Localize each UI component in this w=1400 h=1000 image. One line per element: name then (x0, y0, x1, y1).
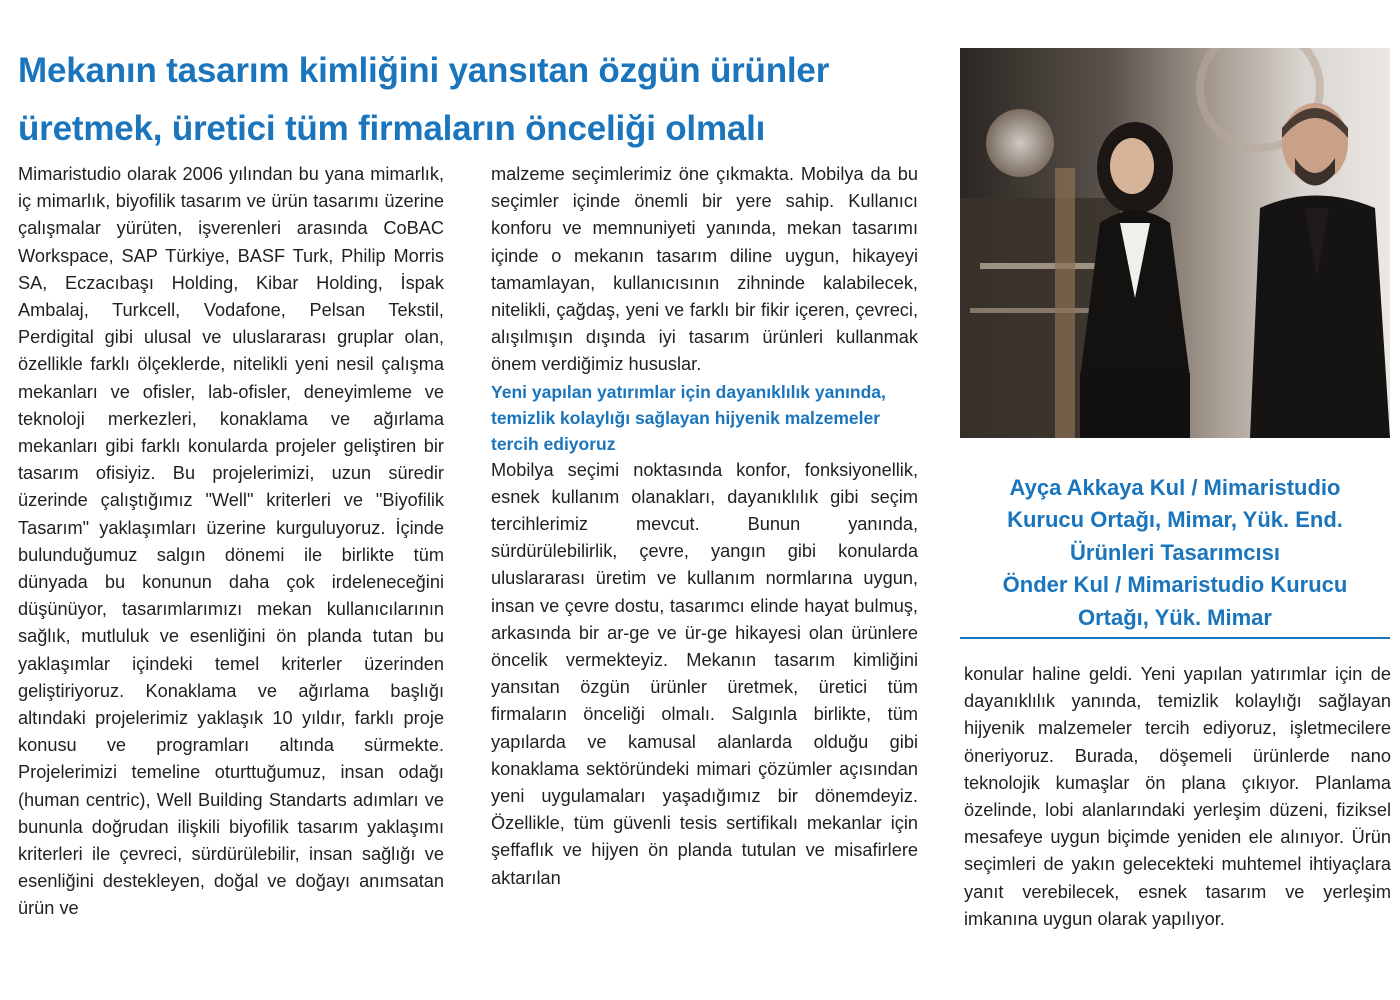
portrait-photo (960, 48, 1390, 438)
column-2-paragraph-2: Mobilya seçimi noktasında konfor, fonksiyonellik, esnek kullanım olanakları, dayanıklılık gibi seçim tercihlerimiz mevcut. Bunun yanında, sürdürülebilirlik, çevre, yangın gibi konularda uluslararası üretim ve kullanım normlarına uygun, insan ve çevre dostu, tasarımcı elinde hayat bulmuş, arkasında bir ar-ge ve ür-ge hikayesi olan ürünlere öncelik vermekteyiz. Mekanın tasarım kimliğini yansıtan özgün ürünler üretmek, üretici tüm firmaların önceliği olmalı. Salgınla birlikte, tüm yapılarda ve kamusal alanlarda olduğu gibi konaklama sektöründeki mimari çözümler açısından yeni uygulamaları yaşadığımız bir dönemdeyiz. Özellikle, tüm güvenli tesis sertifikalı mekanlar için şeffaflık ve hijyen ön planda tutulan ve misafirlere aktarılan (491, 459, 918, 888)
caption-line-1: Ayça Akkaya Kul / Mimaristudio (1009, 475, 1341, 500)
article-column-2 (491, 161, 918, 892)
headline-line-1: Mekanın tasarım kimliğini yansıtan özgün ürünler (18, 51, 830, 90)
caption-line-4: Önder Kul / Mimaristudio Kurucu (1002, 572, 1348, 598)
article-column-1 (18, 161, 444, 923)
caption-divider (960, 637, 1390, 639)
caption-line-2: Kurucu Ortağı, Mimar, Yük. End. (1007, 507, 1343, 533)
column-1-paragraph: Mimaristudio olarak 2006 yılından bu yana mimarlık, iç mimarlık, biyofilik tasarım ve ürün tasarımı üzerine çalışmalar yürüten, işverenleri arasında CoBAC Workspace, SAP Türkiye, BASF Turk, Philip Morris SA, Eczacıbaşı Holding, Kibar Holding, İspak Ambalaj, Turkcell, Vodafone, Pelsan Tekstil, Perdigital gibi ulusal ve uluslararası gruplar olan, özellikle farklı ölçeklerde, nitelikli yeni nesil çalışma mekanları ve ofisler, lab-ofisler, deneyimleme ve teknoloji merkezleri, konaklama ve ağırlama mekanları gibi farklı konularda projeler geliştiren bir tasarım ofisiyiz. Bu projelerimizi, uzun süredir üzerinde çalıştığımız "Well" kriterleri ve "Biyofilik Tasarım" yaklaşımları üzerine kurguluyoruz. İçinde bulunduğumuz salgın dönemi ile birlikte tüm dünyada bu konunun daha çok irdeleneceğini düşünüyor, tasarımlarımızı mekan kullanıcılarının sağlık, mutluluk ve esenliğini ön planda tutan bu yaklaşımlar içindeki temel kriterler üzerinden geliştiriyoruz. Konaklama ve ağırlama başlığı altındaki projelerimiz yaklaşık 10 yıldır, farklı proje konusu ve programları altında sürmekte. Projelerimizi temeline oturttuğumuz, insan odağı (human centric), Well Building Standarts adımları ve bununla doğrudan ilişkili biyofilik tasarım yaklaşımı kriterleri ile çevreci, sürdürülebilir, insan sağlığı ve esenliğini destekleyen, doğal ve doğayı anımsatan ürün ve (18, 164, 444, 919)
column-2-paragraph-1: malzeme seçimlerimiz öne çıkmakta. Mobilya da bu seçimler içinde önemli bir yere sahip. Kullanıcı konforu ve memnuniyeti yanında, mekan tasarımı içinde o mekanın tasarım diline uygun, hikayeyi tamamlayan, kullanıcısının zihninde kalabilecek, nitelikli, çağdaş, yeni ve farklı bir fikir içeren, çevreci, alışılmışın dışında iyi tasarım ürünleri kullanmak önem verdiğimiz hususlar. (491, 164, 918, 375)
column-3-paragraph: konular haline geldi. Yeni yapılan yatırımlar için de dayanıklılık yanında, temizlik kolaylığı sağlayan hijyenik malzemeler tercih ediyoruz, işletmecilere öneriyoruz. Burada, döşemeli ürünlerde nano teknolojik kumaşlar ön plana çıkıyor. Planlama özelinde, lobi alanlarındaki yerleşim düzeni, fiziksel mesafeye uygun biçimde yeniden ele alınıyor. Ürün seçimleri de yakın gelecekteki muhtemel ihtiyaçlara yanıt verebilecek, esnek tasarım ve yerleşim imkanına uygun olarak yapılıyor. (964, 664, 1391, 929)
portrait-photo-illustration (960, 48, 1390, 438)
caption-line-3: Ürünleri Tasarımcısı (1070, 539, 1280, 565)
article-column-3 (964, 661, 1391, 933)
headline-line-2: üretmek, üretici tüm firmaların önceliği olmalı (18, 109, 766, 148)
photo-caption (966, 472, 1384, 634)
article-headline (18, 42, 938, 158)
article-subheading: Yeni yapılan yatırımlar için dayanıklılık yanında, temizlik kolaylığı sağlayan hijyenik malzemeler tercih ediyoruz (491, 381, 886, 454)
caption-line-5: Ortağı, Yük. Mimar (1078, 604, 1272, 630)
